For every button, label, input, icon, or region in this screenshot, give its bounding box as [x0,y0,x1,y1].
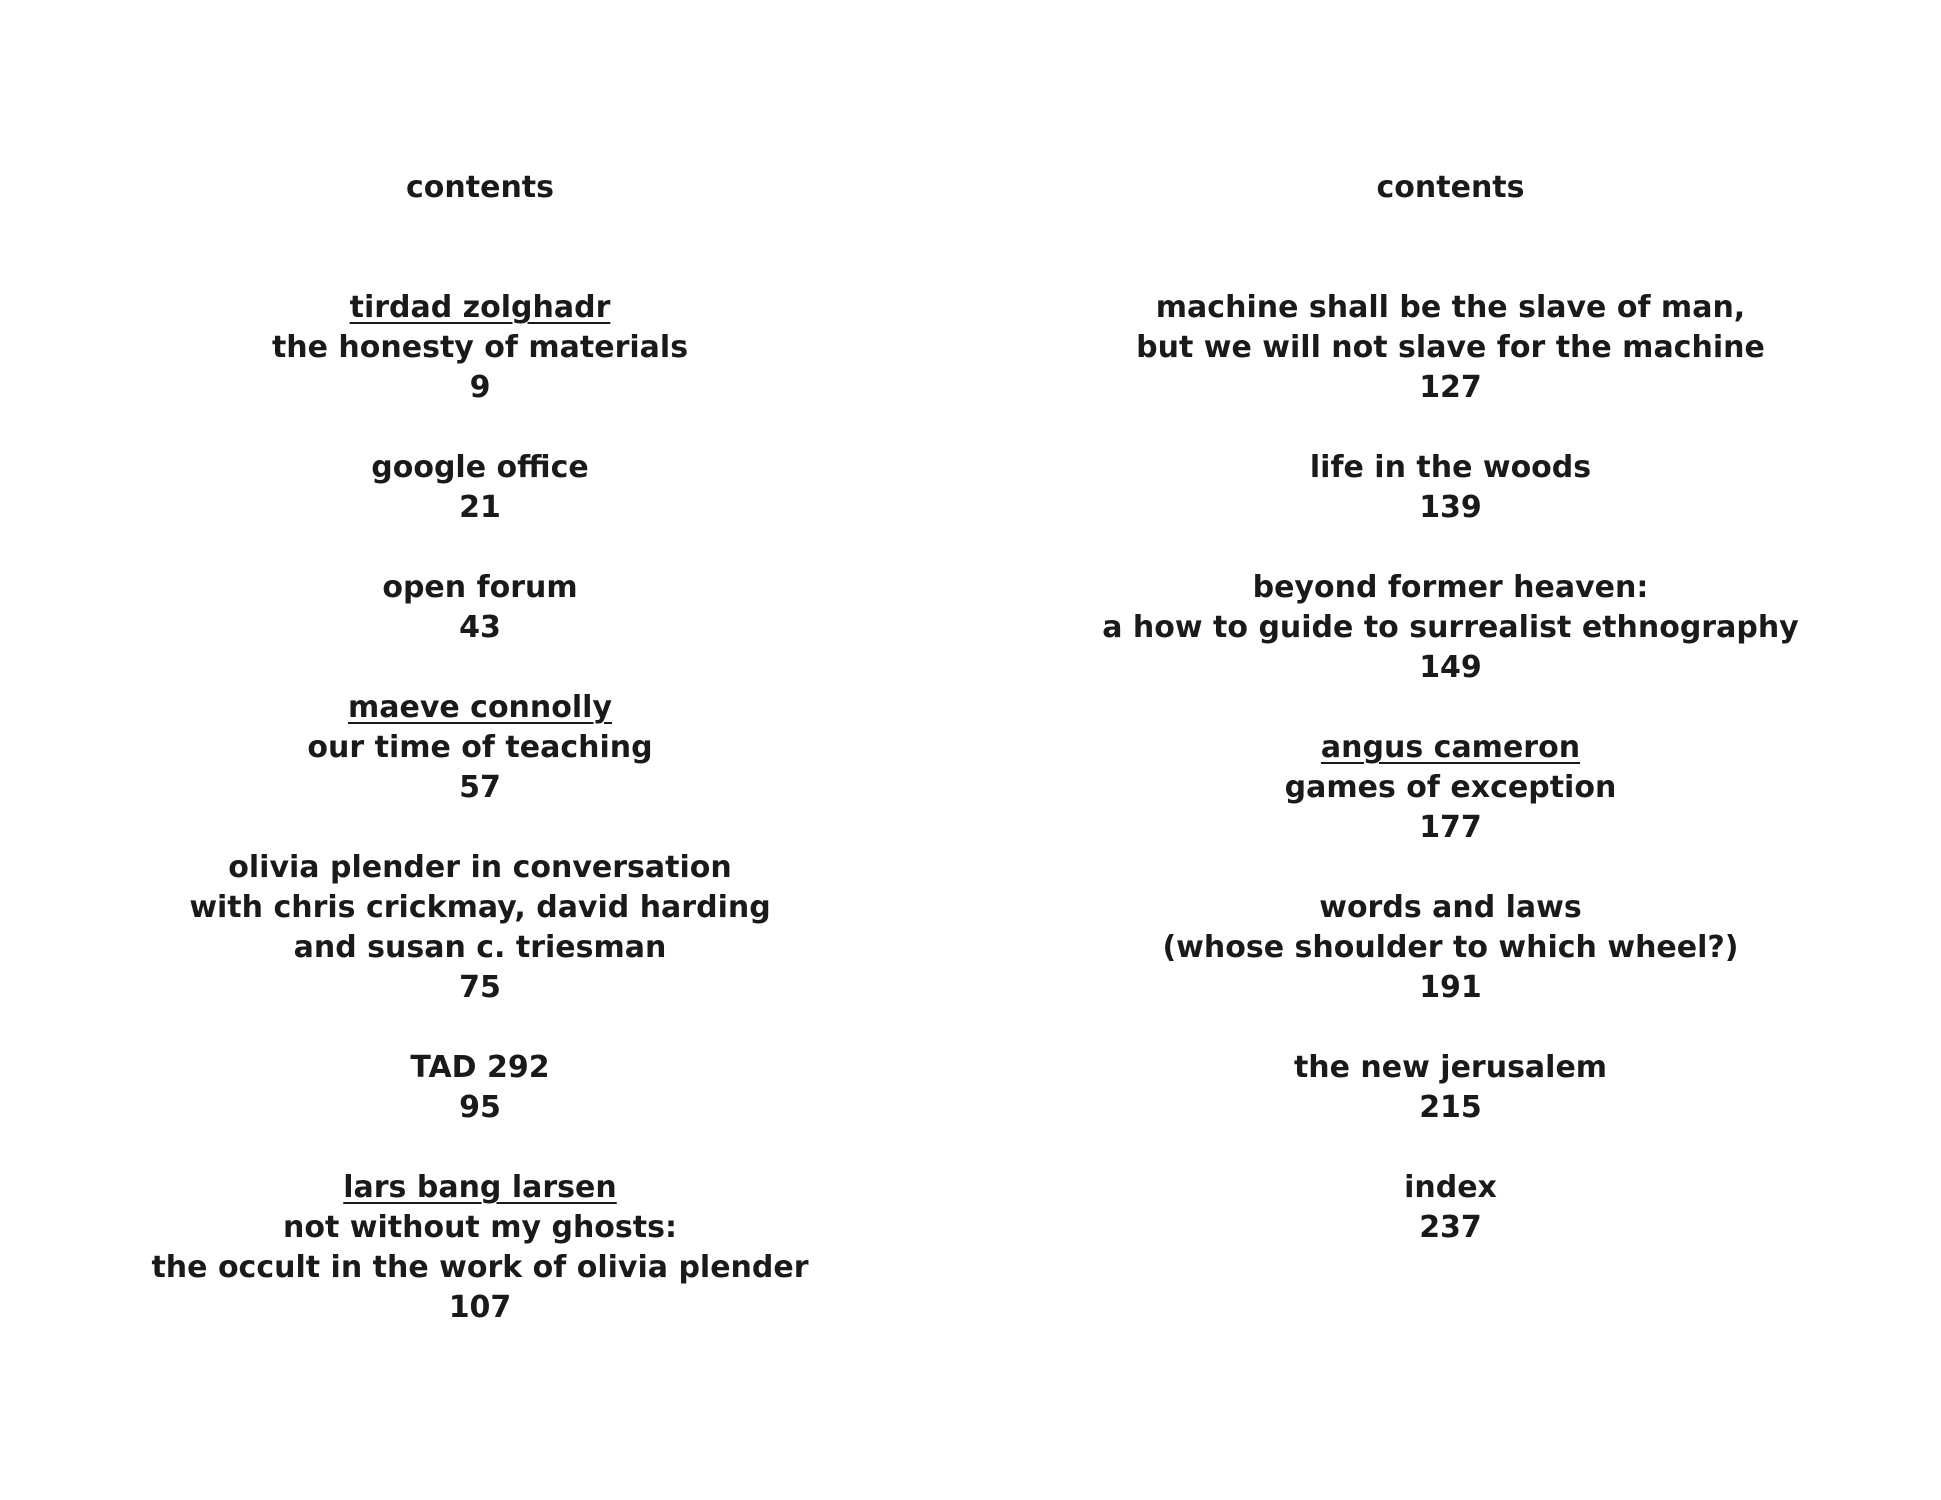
contents-entry[interactable] [0,1168,960,1328]
contents-entry[interactable] [0,1048,960,1128]
contents-entry[interactable] [0,448,960,528]
entry-title-line: beyond former heaven: [1252,570,1649,605]
entry-page-number: 9 [469,370,491,405]
entry-title-line: TAD 292 [410,1050,550,1085]
entry-title-line: a how to guide to surrealist ethnography [1102,610,1799,645]
entry-page-number: 95 [459,1090,501,1125]
entry-page-number: 191 [1419,970,1482,1005]
entry-title-line: with chris crickmay, david harding [189,890,771,925]
contents-entry[interactable] [960,728,1941,848]
entry-page-number: 177 [1419,810,1482,845]
entry-title-line: words and laws [1319,890,1582,925]
entry-author: angus cameron [1320,730,1581,765]
right-page [960,0,1941,1500]
entry-title-line: index [1404,1170,1497,1205]
entry-title-line: (whose shoulder to which wheel?) [1162,930,1739,965]
entry-page-number: 215 [1419,1090,1482,1125]
entry-author: lars bang larsen [343,1170,617,1205]
contents-list [960,288,1941,1288]
entry-title-line: not without my ghosts: [283,1210,677,1245]
entry-page-number: 43 [459,610,501,645]
entry-page-number: 127 [1419,370,1482,405]
entry-page-number: 57 [459,770,501,805]
entry-title-line: and susan c. triesman [293,930,667,965]
entry-page-number: 237 [1419,1210,1482,1245]
entry-title-line: open forum [382,570,578,605]
contents-entry[interactable] [0,568,960,648]
contents-entry[interactable] [0,848,960,1008]
entry-page-number: 75 [459,970,501,1005]
entry-page-number: 139 [1419,490,1482,525]
entry-title-line: the honesty of materials [271,330,689,365]
entry-title-line: our time of teaching [307,730,653,765]
entry-author: maeve connolly [347,690,613,725]
contents-entry[interactable] [960,568,1941,688]
contents-entry[interactable] [960,288,1941,408]
contents-heading: contents [1376,170,1525,205]
entry-page-number: 107 [448,1290,512,1325]
contents-entry[interactable] [960,448,1941,528]
entry-page-number: 149 [1419,650,1482,685]
contents-entry[interactable] [960,888,1941,1008]
contents-heading: contents [406,170,554,205]
contents-entry[interactable] [960,1168,1941,1248]
entry-title-line: life in the woods [1309,450,1592,485]
contents-entry[interactable] [0,288,960,408]
entry-title-line: but we will not slave for the machine [1136,330,1765,365]
entry-title-line: games of exception [1284,770,1617,805]
contents-entry[interactable] [960,1048,1941,1128]
entry-title-line: olivia plender in conversation [228,850,732,885]
contents-entry[interactable] [0,688,960,808]
left-page [0,0,960,1500]
entry-title-line: the occult in the work of olivia plender [151,1250,809,1285]
entry-author: tirdad zolghadr [349,290,611,325]
contents-list [0,288,960,1368]
entry-title-line: machine shall be the slave of man, [1155,290,1746,325]
entry-page-number: 21 [459,490,501,525]
entry-title-line: the new jerusalem [1293,1050,1608,1085]
entry-title-line: google office [371,450,589,485]
